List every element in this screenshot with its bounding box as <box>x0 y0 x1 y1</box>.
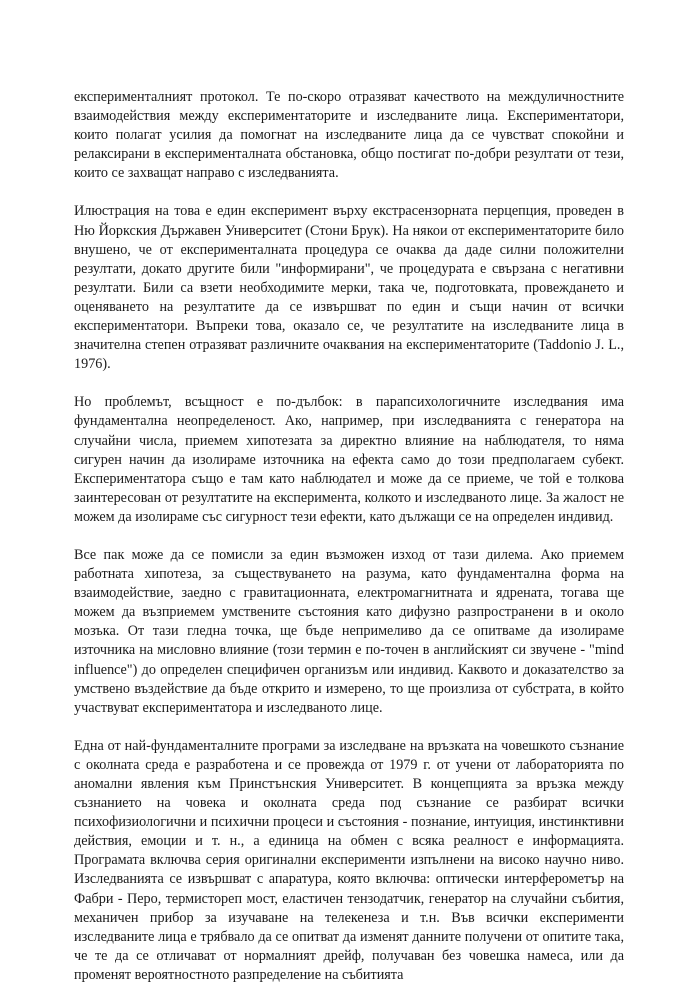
paragraph-1: експерименталният протокол. Те по-скоро отразяват качеството на междуличностните взаимодействия между експериментаторите и изследваните лица. Експериментатори, които полагат усилия да помогнат на изследваните лица да се чувстват спокойни и релаксирани в експерименталната обстановка, общо постигат по-добри резултати от тези, които се захващат направо с изследванията. <box>74 89 624 182</box>
paragraph-3: Но проблемът, всъщност е по-дълбок: в парапсихологичните изследвания има фундаментална неопределеност. Ако, например, при изследванията с генератора на случайни числа, приемем хипотезата за директно влияние на наблюдателя, то няма сигурен начин да изолираме източника на ефекта само до този предполагаем субект. Експериментатора също е там като наблюдател и може да се приеме, че той е толкова заинтересован от резултатите на експеримента, колкото и изследваното лице. За жалост не можем да изолираме със сигурност тези ефекти, като дължащи се на определен индивид. <box>74 394 624 525</box>
document-page <box>74 88 624 985</box>
paragraph-5: Една от най-фундаменталните програми за изследване на връзката на човешкото съзнание с околната среда е разработена и се провежда от 1979 г. от учени от лабораторията по аномални явления към Принстънския Университет. В концепцията за връзка между съзнанието на човека и околната среда под съзнание се разбират всички психофизиологични и психични процеси и състояния - познание, интуиция, инстинктивни действия, емоции и т. н., а единица на обмен с всяка реалност е информацията. Програмата включва серия оригинални експерименти изпълнени на високо научно ниво. Изследванията се извършват с апаратура, която включва: оптически интерферометър на Фабри - Перо, термистореп мост, еластичен тензодатчик, генератор на случайни събития, механичен прибор за изучаване на телекенеза и т.н. Във всички експерименти изследваните лица е трябвало да се опитват да изменят данните получени от опитите така, че те да се отличават от нормалният дрейф, получаван без човешка намеса, или да променят вероятностното разпределение на събитията <box>74 737 624 983</box>
paragraph-4: Все пак може да се помисли за един възможен изход от тази дилема. Ако приемем работната хипотеза, за съществуването на разума, като фундаментална форма на взаимодействие, заедно с гравитационната, електромагнитната и ядрената, тогава ще можем да възприемем умствените състояния като дифузно разпространени в и около мозъка. От тази гледна точка, ще бъде непримеливо да се опитваме да изолираме източника на мисловно влияние (този термин е по-точен в английският си звучене - "mind influence") до определен специфичен организъм или индивид. Каквото и доказателство за умствено въздействие да бъде открито и измерено, то ще произлиза от субстрата, в който участвуват експериментатора и изследваното лице. <box>74 546 624 716</box>
paragraph-2: Илюстрация на това е един експеримент върху екстрасензорната перцепция, проведен в Ню Йоркския Държавен Университет (Стони Брук). На някои от експериментаторите било внушено, че от експерименталната процедура се очаква да даде силни положителни резултати, докато другите били "информирани", че процедурата е свързана с негативни резултати. Били са взети необходимите мерки, така че, подготовката, провеждането и оценяването на резултатите да се извършват по един и същи начин от всички експериментатори. Въпреки това, оказало се, че резултатите на изследваните лица в значителна степен отразяват различните очаквания на експериментаторите (Taddonio J. L., 1976). <box>74 203 624 373</box>
